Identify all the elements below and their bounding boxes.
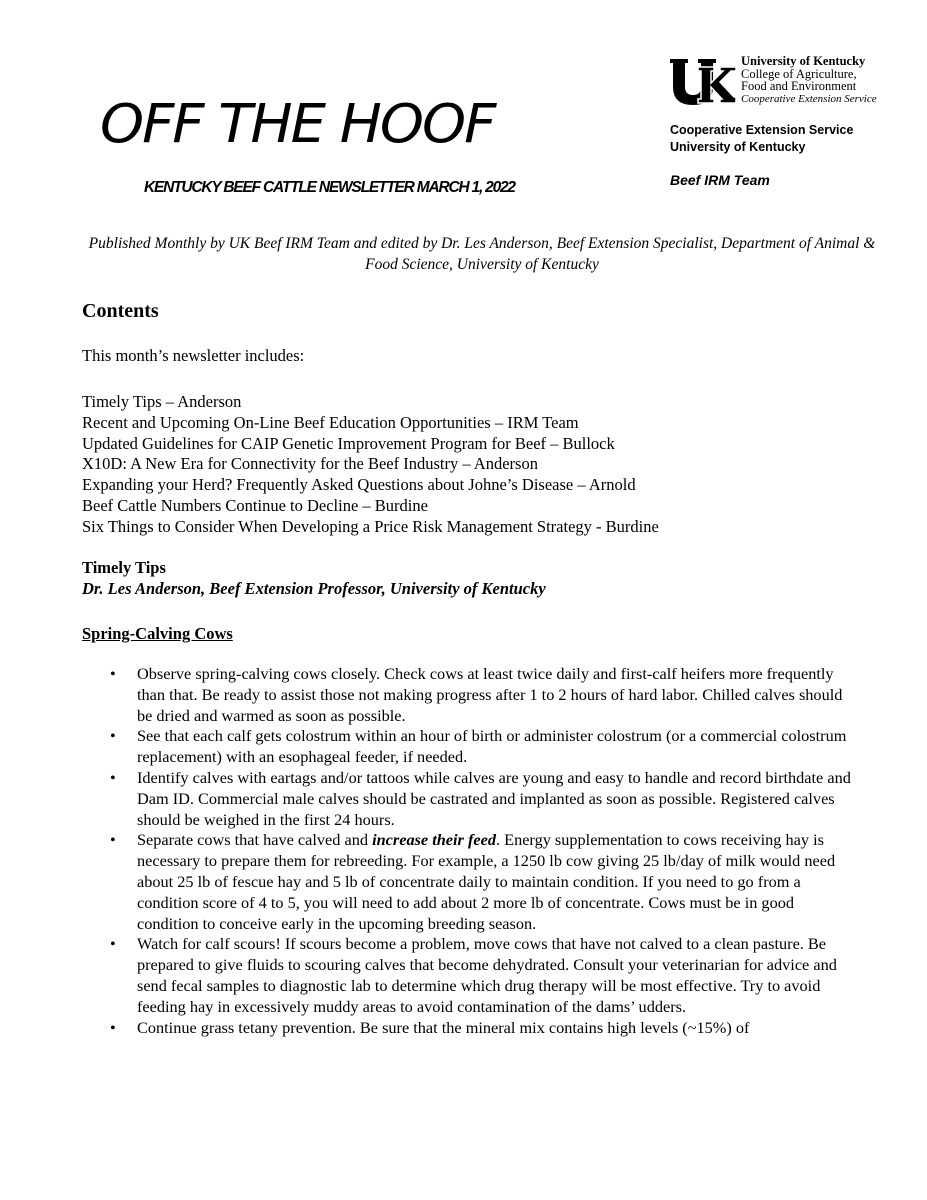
section-heading: Spring-Calving Cows bbox=[82, 624, 233, 643]
emphasis-punct: . bbox=[495, 830, 501, 850]
contents-item: Expanding your Herd? Frequently Asked Questions about Johne’s Disease – Arnold bbox=[82, 475, 636, 495]
list-item-text: Identify calves with eartags and/or tattoos while calves are young and easy to handle and record birthdate and Dam ID. Commercial male calves should be castrated and implanted as soon as possible. Registered calves should be weighed in the first 24 hours. bbox=[137, 767, 851, 829]
list-item-text: Energy supplementation to cows receiving hay is necessary to prepare them for rebreeding. For example, a 1250 lb cow giving 25 lb/day of milk would need about 25 lb of fescue hay and 5 lb of concentrate daily to maintain condition. If you need to go from a condition score of 4 to 5, you will need to add about 2 more lb of concentrate. Cows must be in good condition to conceive early in the upcoming breeding season. bbox=[137, 830, 836, 933]
list-item-text: See that each calf gets colostrum within an hour of birth or administer colostrum (or a commercial colostrum replacement) with an esophageal feeder, if needed. bbox=[137, 726, 847, 767]
list-item-lead: Separate cows that have calved and bbox=[137, 830, 373, 850]
contents-list bbox=[82, 392, 659, 538]
uk-logo-icon bbox=[668, 57, 738, 107]
list-item-text: Watch for calf scours! If scours become a problem, move cows that have not calved to a clean pasture. Be prepared to give fluids to scouring calves that become dehydrated. Consult your veterinarian for advice and send fecal samples to diagnostic lab to determine which drug therapy will be most effective. Try to avoid feeding hay in excessively muddy areas to avoid contamination of the dams’ udders. bbox=[137, 934, 837, 1016]
newsletter-title: OFF THE HOOF bbox=[100, 93, 495, 156]
logo-line-3: Food and Environment bbox=[741, 79, 857, 93]
contents-item: X10D: A New Era for Connectivity for the Beef Industry – Anderson bbox=[82, 454, 538, 474]
list-item bbox=[82, 664, 852, 726]
list-item-text: Observe spring-calving cows closely. Check cows at least twice daily and first-calf heifers more frequently than that. Be ready to assist those not making progress after 1 to 2 hours of hard labor. Chilled calves should be dried and warmed as soon as possible. bbox=[137, 664, 843, 725]
contents-item: Updated Guidelines for CAIP Genetic Improvement Program for Beef – Bullock bbox=[82, 433, 615, 453]
bullet-icon: • bbox=[110, 664, 116, 683]
tips-list bbox=[82, 664, 852, 1038]
bullet-icon: • bbox=[110, 934, 116, 954]
article-title: Timely Tips bbox=[82, 558, 166, 577]
bullet-icon: • bbox=[110, 726, 116, 746]
contents-heading: Contents bbox=[82, 300, 159, 322]
contents-item: Beef Cattle Numbers Continue to Decline – Burdine bbox=[82, 495, 428, 515]
bullet-icon: • bbox=[110, 830, 116, 850]
extension-service: Cooperative Extension Service bbox=[670, 123, 854, 137]
logo-line-2: College of Agriculture, bbox=[741, 66, 857, 81]
list-item bbox=[82, 1018, 852, 1039]
contents-item: Six Things to Consider When Developing a Price Risk Management Strategy - Burdine bbox=[82, 516, 659, 536]
logo-line-1: University of Kentucky bbox=[741, 54, 866, 68]
extension-university: University of Kentucky bbox=[670, 140, 806, 154]
list-item-text: Continue grass tetany prevention. Be sure that the mineral mix contains high levels (~15%) of bbox=[137, 1017, 750, 1037]
list-item bbox=[82, 726, 852, 768]
article-author: Dr. Les Anderson, Beef Extension Professor, University of Kentucky bbox=[82, 579, 546, 598]
list-item bbox=[82, 934, 852, 1017]
publication-line: Published Monthly by UK Beef IRM Team and edited by Dr. Les Anderson, Beef Extension Specialist, Department of Animal & Food Science, University of Kentucky bbox=[88, 235, 876, 273]
uk-logo-text bbox=[741, 55, 877, 105]
logo-line-4: Cooperative Extension Service bbox=[741, 92, 877, 105]
list-item bbox=[82, 830, 852, 934]
bullet-icon: • bbox=[110, 767, 116, 787]
emphasis-text: increase their feed bbox=[372, 830, 496, 850]
contents-intro: This month’s newsletter includes: bbox=[82, 346, 305, 365]
contents-item: Timely Tips – Anderson bbox=[82, 392, 242, 411]
list-item bbox=[82, 768, 852, 830]
contents-item: Recent and Upcoming On-Line Beef Education Opportunities – IRM Team bbox=[82, 412, 579, 432]
bullet-icon: • bbox=[110, 1017, 116, 1037]
newsletter-subtitle: KENTUCKY BEEF CATTLE NEWSLETTER MARCH 1, 2022 bbox=[144, 179, 515, 196]
extension-block bbox=[670, 122, 853, 156]
team-name: Beef IRM Team bbox=[670, 172, 770, 188]
